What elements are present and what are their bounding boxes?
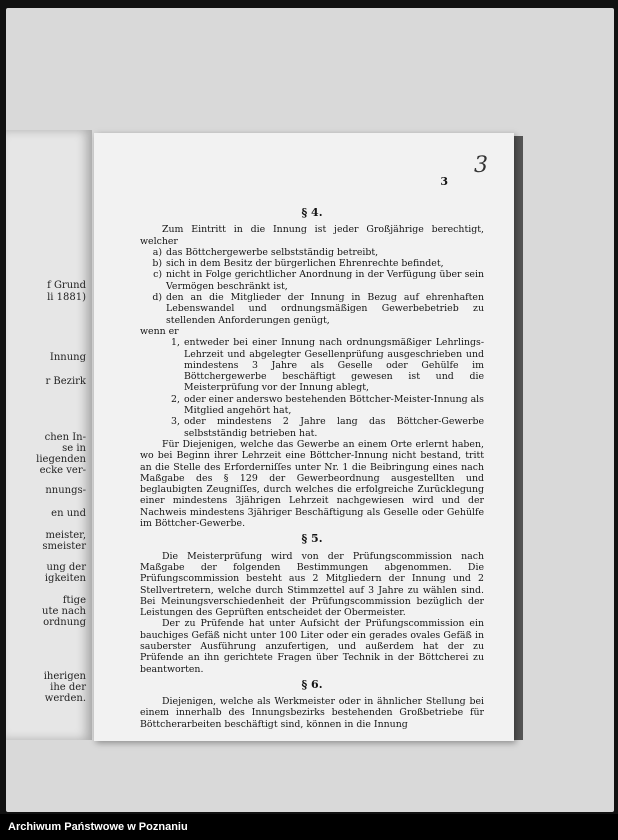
list-item-label: 3, — [171, 416, 180, 428]
left-text-fragment: smeister — [42, 541, 86, 552]
section-6-heading: § 6. — [301, 677, 323, 691]
left-text-fragment: ung der — [46, 562, 86, 573]
page-content — [140, 203, 484, 730]
list-item-label: d) — [152, 292, 162, 304]
list-item-label: 1, — [171, 337, 180, 349]
handwritten-page-number: 3 — [474, 153, 488, 178]
left-text-fragment: meister, — [45, 530, 86, 541]
section-5-paragraph-2: Der zu Prüfende hat unter Aufsicht der Prüfungscommission ein bauchiges Gefäß nicht unter 100 Liter oder ein gerades ovales Gefäß in sauberster Ausführung anzufertigen, und außerdem hat der zu Prüfende an ihn gerichtete Fragen über Technik in der Böttcherei zu beantworten. — [140, 618, 484, 675]
left-text-fragment: nnungs- — [45, 485, 86, 496]
left-page-fragment — [6, 130, 92, 740]
left-text-fragment: se in — [62, 443, 86, 454]
document-page — [94, 133, 514, 741]
left-text-fragment: liegenden — [36, 454, 86, 465]
left-text-fragment: Innung — [49, 352, 86, 363]
left-text-fragment: ute nach — [42, 606, 86, 617]
section-6-paragraph: Diejenigen, welche als Werkmeister oder in ähnlicher Stellung bei einem innerhalb des Innungsbezirks bestehenden Großbetriebe für Böttcherarbeiten beschäftigt sind, können in die Innung — [140, 696, 484, 730]
left-text-fragment: ecke ver- — [39, 465, 86, 476]
list-item-text: oder mindestens 2 Jahre lang das Böttcher-Gewerbe selbstständig betrieben hat. — [184, 416, 484, 439]
list-item-text: den an die Mitglieder der Innung in Bezug auf ehrenhaften Lebenswandel und ordnungsmäßigen Gewerbebetrieb zu stellenden Anforderungen genügt, — [166, 292, 484, 326]
left-text-fragment: werden. — [44, 693, 86, 704]
list-item — [140, 247, 484, 258]
list-item-text: oder einer anderswo bestehenden Böttcher-Meister-Innung als Mitglied angehört hat, — [184, 393, 484, 417]
section-4-intro: Zum Eintritt in die Innung ist jeder Großjährige berechtigt, welcher — [140, 224, 484, 247]
left-text-fragment: f Grund — [47, 280, 86, 291]
left-text-fragment: en und — [51, 508, 86, 519]
list-item-label: c) — [153, 269, 162, 281]
printed-page-number: 3 — [440, 175, 448, 188]
section-5-paragraph-1: Die Meisterprüfung wird von der Prüfungscommission nach Maßgabe der folgenden Bestimmungen abgenommen. Die Prüfungscommission besteht aus 2 Mitgliedern der Innung und 2 Stellvertretern, welche durch Stimmzettel auf 3 Jahre zu wählen sind. Bei Meinungsverschiedenheit der Prüfungscommission bezüglich der Leistungen des Geprüften entscheidet der Obermeister. — [140, 550, 484, 619]
list-item-label: a) — [152, 246, 162, 258]
list-item-text: entweder bei einer Innung nach ordnungsmäßiger Lehrlings-Lehrzeit und abgelegter Gesellenprüfung ausgeschrieben und mindestens 3 Jahre als Geselle oder Gehülfe im Böttchergewerbe beschäftigt gewesen ist und die Meisterprüfung vor der Innung ablegt, — [184, 337, 484, 394]
section-4-paragraph: Für Diejenigen, welche das Gewerbe an einem Orte erlernt haben, wo bei Beginn ihrer Lehrzeit eine Böttcher-Innung nicht bestand, tritt an die Stelle des Erforderniſſes unter Nr. 1 die Beibringung eines nach Maßgabe des § 129 der Gewerbeordnung ausgestellten und beglaubigten Zeugniſſes, durch welches die erfolgreiche Zurücklegung einer mindestens 3jährigen Lehrzeit nachgewiesen wird und der Nachweis mindestens 3jähriger Beschäftigung als Geselle oder Gehülfe im Böttcher-Gewerbe. — [140, 438, 484, 530]
page-edge-shadow — [514, 136, 523, 740]
section-5-heading: § 5. — [301, 532, 323, 546]
left-text-fragment: ordnung — [43, 617, 86, 628]
list-item-label: 2, — [171, 393, 180, 405]
list-item-text: sich in dem Besitz der bürgerlichen Ehrenrechte befindet, — [166, 258, 444, 270]
section-4-heading: § 4. — [301, 206, 323, 219]
list-item — [140, 269, 484, 292]
left-text-fragment: r Bezirk — [45, 376, 86, 387]
wenn-label: wenn er — [140, 325, 179, 337]
list-item-label: b) — [152, 258, 162, 270]
left-text-fragment: li 1881) — [47, 292, 86, 303]
list-item — [140, 416, 484, 439]
left-text-fragment: igkeiten — [44, 573, 86, 584]
left-text-fragment: chen In- — [44, 432, 86, 443]
list-item — [140, 337, 484, 393]
list-item — [140, 292, 484, 326]
left-text-fragment: ftige — [62, 595, 86, 606]
list-item — [140, 394, 484, 417]
list-item-text: das Böttchergewerbe selbstständig betreibt, — [166, 246, 379, 258]
archive-label: Archiwum Państwowe w Poznaniu — [0, 814, 618, 840]
left-text-fragment: iherigen — [43, 671, 86, 682]
list-item — [140, 258, 484, 269]
list-item-text: nicht in Folge gerichtlicher Anordnung in der Verfügung über sein Vermögen beschränkt ist, — [166, 269, 484, 292]
left-text-fragment: ihe der — [50, 682, 86, 693]
